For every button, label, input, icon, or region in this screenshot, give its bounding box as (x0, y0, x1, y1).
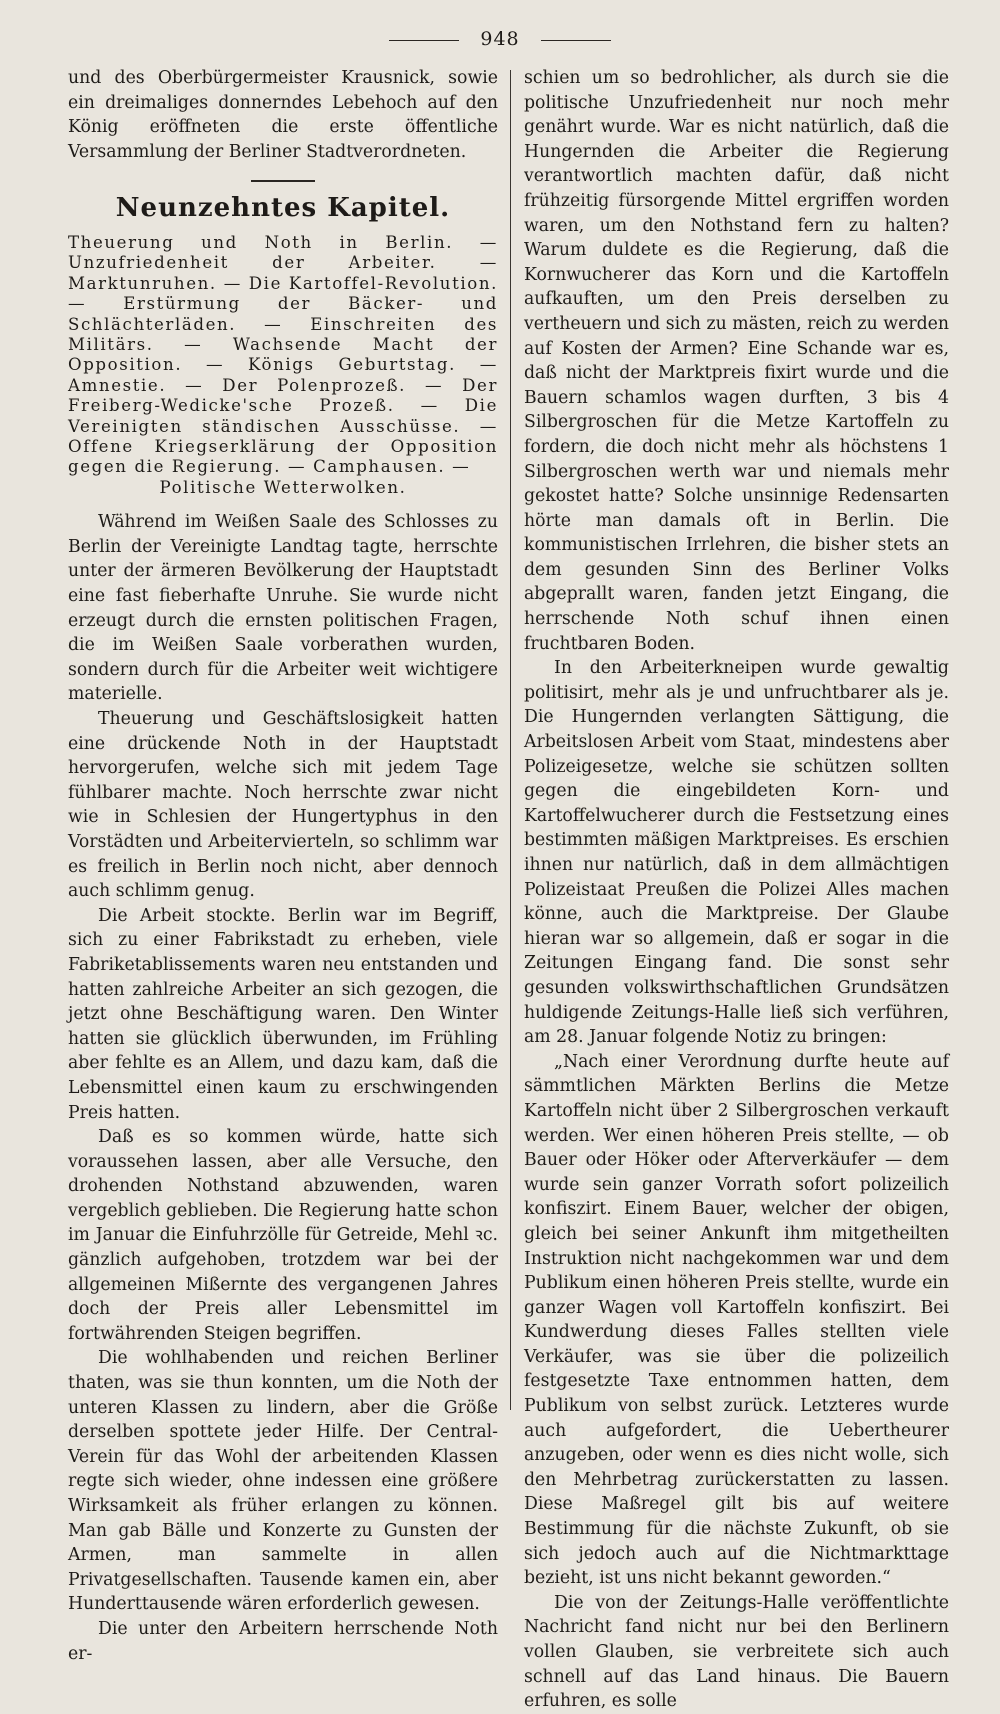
chapter-title: Neunzehntes Kapitel. (115, 193, 451, 224)
paragraph: Die unter den Arbeitern herrschende Noth er- (68, 1618, 498, 1664)
paragraph: Theuerung und Geschäftslosigkeit hatten eine drückende Noth in der Hauptstadt hervorgerufen, welche sich mit jedem Tage fühlbarer machte. Noch herrschte zwar nicht wie in Schlesien der Hungertyphus in den Vorstädten und Arbeitervierteln, so schlimm war es freilich in Berlin noch nicht, aber dennoch auch schlimm genug. (68, 709, 498, 902)
chapter-summary (68, 233, 498, 498)
paragraph: Die von der Zeitungs-Halle veröffentlichte Nachricht fand nicht nur bei den Berlinern vollen Glauben, sie verbreitete sich auch schnell auf das Land hinaus. Die Bauern erfuhren, es solle (524, 1592, 949, 1712)
paragraph: Während im Weißen Saale des Schlosses zu Berlin der Vereinigte Landtag tagte, herrschte unter der ärmeren Bevölkerung der Hauptstadt eine fast fieberhafte Unruhe. Sie wurde nicht erzeugt durch die ernsten politischen Fragen, die im Weißen Saale vorberathen wurden, sondern durch für die Arbeiter weit wichtigere materielle. (68, 512, 498, 705)
header-rule-right (541, 40, 611, 41)
chapter-summary-text: Theuerung und Noth in Berlin. — Unzufriedenheit der Arbeiter. — Marktunruhen. — Die Kartoffel-Revolution. — Erstürmung der Bäcker- und Schlächterläden. — Einschreiten des Militärs. — Wachsende Macht der Opposition. — Königs Geburtstag. — Amnestie. — Der Polenprozeß. — Der Freiberg-Wedicke'sche Prozeß. — Die Vereinigten ständischen Ausschüsse. — Offene Kriegserklärung der Opposition gegen die Regierung. — Camphausen. — (68, 232, 498, 477)
paragraph: In den Arbeiterkneipen wurde gewaltig politisirt, mehr als je und unfruchtbarer als je. Die Hungernden verlangten Sättigung, die Arbeitslosen Arbeit vom Staat, mindestens aber Polizeigesetze, welche sie schützen sollten gegen die eingebildeten Korn- und Kartoffelwucherer durch die Festsetzung eines bestimmten mäßigen Marktpreises. Es erschien ihnen nur natürlich, daß in dem allmächtigen Polizeistaat Preußen die Polizei Alles machen könne, auch die Marktpreise. Der Glaube hieran war so allgemein, daß er sogar in die Zeitungen Eingang fand. Die sonst sehr gesunden volkswirthschaftlichen Grundsätzen huldigende Zeitungs-Halle ließ sich verführen, am 28. Januar folgende Notiz zu bringen: (524, 658, 949, 1048)
paragraph: Die wohlhabenden und reichen Berliner thaten, was sie thun konnten, um die Noth der unteren Klassen zu lindern, aber die Größe derselben spottete jeder Hilfe. Der Central-Verein für das Wohl der arbeitenden Klassen regte sich wieder, ohne indessen eine größere Wirksamkeit als früher erlangen zu können. Man gab Bälle und Konzerte zu Gunsten der Armen, man sammelte in allen Privatgesellschaften. Tausende kamen ein, aber Hunderttausende wären erforderlich gewesen. (68, 1348, 498, 1615)
opening-paragraph: und des Oberbürgermeister Krausnick, sowie ein dreimaliges donnerndes Lebehoch auf den König eröffneten die erste öffentliche Versammlung der Berliner Stadtverordneten. (68, 68, 498, 162)
paragraph: Daß es so kommen würde, hatte sich voraussehen lassen, aber alle Versuche, den drohenden Nothstand abzuwenden, waren vergeblich geblieben. Die Regierung hatte schon im Januar die Einfuhrzölle für Getreide, Mehl ꝛc. gänzlich aufgehoben, trotzdem war bei der allgemeinen Mißernte des vergangenen Jahres doch der Preis aller Lebensmittel im fortwährenden Steigen begriffen. (68, 1127, 498, 1344)
quoted-notice: „Nach einer Verordnung durfte heute auf sämmtlichen Märkten Berlins die Metze Kartoffeln nicht über 2 Silbergroschen verkauft werden. Wer einen höheren Preis stellte, — ob Bauer oder Höker oder Afterverkäufer — dem wurde sein ganzer Vorrath sofort polizeilich konfiszirt. Einem Bauer, welcher der obigen, gleich bei seiner Ankunft ihm mitgetheilten Instruktion nicht nachgekommen war und dem Publikum einen höheren Preis stellte, wurde ein ganzer Wagen voll Kartoffeln konfiszirt. Bei Kundwerdung dieses Falles stellten viele Verkäufer, was sie über die polizeilich festgesetzte Taxe entnommen hatten, dem Publikum von selbst zurück. Letzteres wurde auch aufgefordert, die Uebertheurer anzugeben, oder wenn es dies nicht wolle, sich den Mehrbetrag zurückerstatten zu lassen. Diese Maßregel gilt bis auf weitere Bestimmung für die nächste Zukunft, ob sie sich jedoch auch auf die Nichtmarkttage bezieht, ist uns nicht bekannt geworden.“ (524, 1051, 949, 1589)
paragraph: Die Arbeit stockte. Berlin war im Begriff, sich zu einer Fabrikstadt zu erheben, viele Fabriketablissements waren neu entstanden und hatten zahlreiche Arbeiter an sich gezogen, die jetzt ohne Beschäftigung waren. Den Winter hatten sie glücklich überwunden, im Frühling aber fehlte es an Allem, und dazu kam, daß die Lebensmittel einen kaum zu erschwingenden Preis hatten. (68, 905, 498, 1123)
left-column (68, 66, 498, 1666)
page-number: 948 (480, 28, 520, 50)
column-divider (510, 70, 511, 1410)
chapter-summary-last-line: Politische Wetterwolken. (159, 477, 407, 497)
header-rule-left (389, 40, 459, 41)
section-rule (251, 180, 315, 182)
right-column (524, 66, 949, 1714)
paragraph: schien um so bedrohlicher, als durch sie die politische Unzufriedenheit nur noch mehr genährt wurde. War es nicht natürlich, daß die Hungernden die Arbeiter die Regierung verantwortlich machten dafür, daß nicht frühzeitig fürsorgende Mittel ergriffen worden waren, um den Nothstand fern zu halten? Warum duldete es die Regierung, daß die Kornwucherer das Korn und die Kartoffeln aufkauften, um den Preis derselben zu vertheuern und sich zu mästen, reich zu werden auf Kosten der Armen? Eine Schande war es, daß nicht der Marktpreis fixirt wurde und die Bauern schamlos wagen durften, 3 bis 4 Silbergroschen für die Metze Kartoffeln zu fordern, die doch nicht mehr als höchstens 1 Silbergroschen werth war und niemals mehr gekostet hatte? Solche unsinnige Redensarten hörte man damals oft in Berlin. Die kommunistischen Irrlehren, die bisher stets an dem gesunden Sinn des Berliner Volks abgeprallt waren, fanden jetzt Eingang, die herrschende Noth schuf ihnen einen fruchtbaren Boden. (524, 68, 949, 654)
page-number-header (0, 28, 1000, 50)
